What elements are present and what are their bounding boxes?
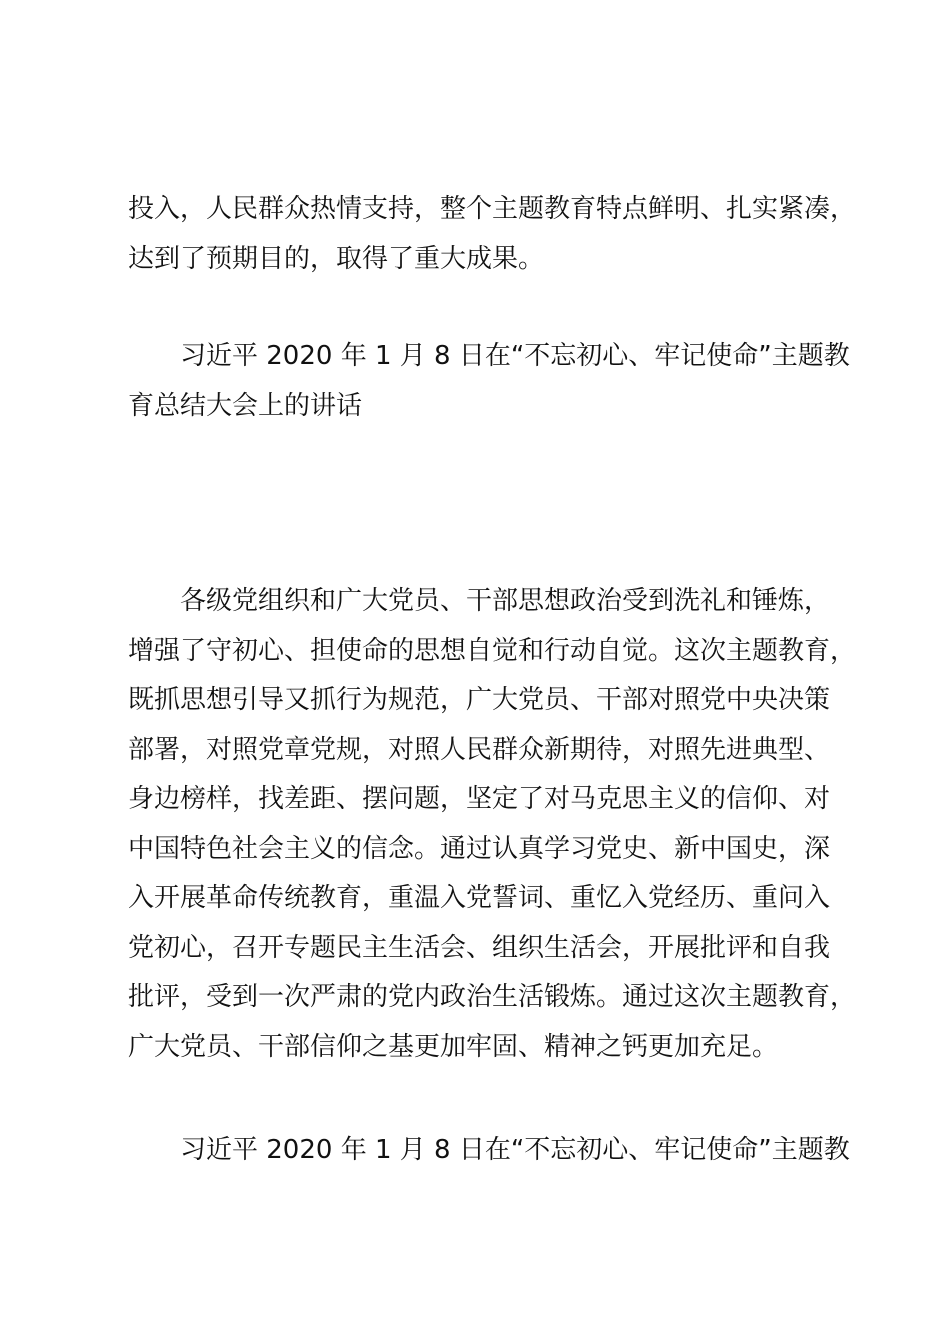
paragraph-4-source-citation <box>128 1126 864 1176</box>
text-line: 习近平 2020 年 1 月 8 日在“不忘初心、牢记使命”主题教 <box>180 341 850 371</box>
text-line: 党初心，召开专题民主生活会、组织生活会，开展批评和自我 <box>128 932 831 963</box>
text-line: 广大党员、干部信仰之基更加牢固、精神之钙更加充足。 <box>128 1031 779 1062</box>
text-line: 投入，人民群众热情支持，整个主题教育特点鲜明、扎实紧凑， <box>128 194 857 224</box>
paragraph-2-source-citation <box>128 332 864 431</box>
text-line: 各级党组织和广大党员、干部思想政治受到洗礼和锤炼， <box>180 586 831 616</box>
text-line: 既抓思想引导又抓行为规范，广大党员、干部对照党中央决策 <box>128 685 831 715</box>
text-line: 增强了守初心、担使命的思想自觉和行动自觉。这次主题教育， <box>128 635 857 666</box>
text-line: 达到了预期目的，取得了重大成果。 <box>128 243 545 274</box>
text-line: 育总结大会上的讲话 <box>128 390 363 421</box>
paragraph-3 <box>128 577 864 1072</box>
paragraph-1 <box>128 185 864 284</box>
text-line: 身边榜样，找差距、摆问题，坚定了对马克思主义的信仰、对 <box>128 784 831 814</box>
text-line: 批评，受到一次严肃的党内政治生活锻炼。通过这次主题教育， <box>128 982 857 1012</box>
text-line: 入开展革命传统教育，重温入党誓词、重忆入党经历、重问入 <box>128 883 831 913</box>
text-line: 习近平 2020 年 1 月 8 日在“不忘初心、牢记使命”主题教 <box>180 1135 850 1165</box>
text-line: 中国特色社会主义的信念。通过认真学习党史、新中国史，深 <box>128 833 831 864</box>
text-line: 部署，对照党章党规，对照人民群众新期待，对照先进典型、 <box>128 734 831 765</box>
